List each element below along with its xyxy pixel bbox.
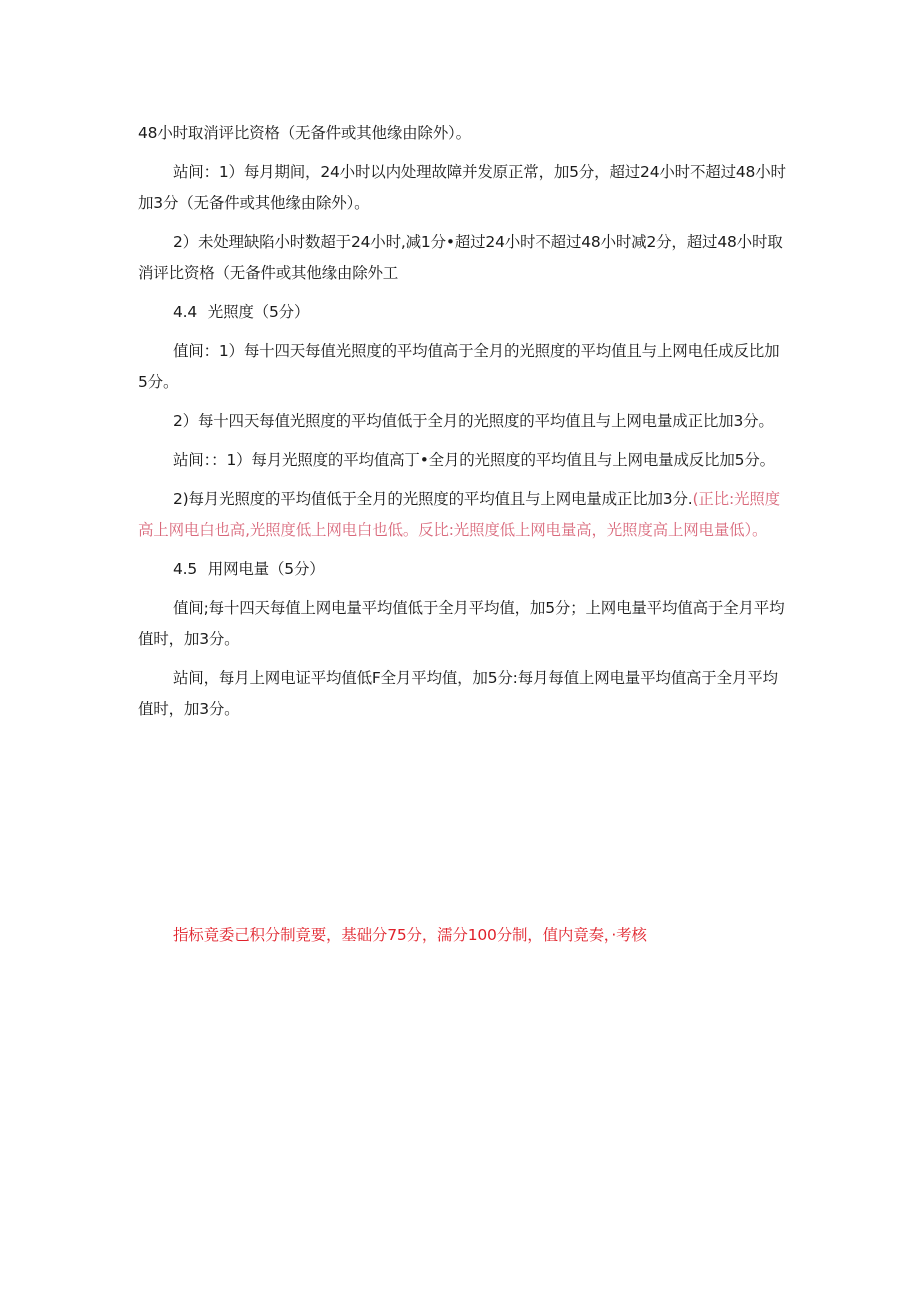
section-heading-4-4: 4.4 光照度（5分） [173, 303, 310, 321]
paragraph-shift-illuminance-1: 值间：1）每十四天每值光照度的平均值高于全月的光照度的平均值且与上网电任成反比加5分。 [138, 342, 780, 391]
paragraph-defect-hours: 2）未处理缺陷小时数超于24小时,减1分•超过24小时不超过48小时减2分，超过48小时取消评比资格（无备件或其他缘由除外工 [138, 233, 783, 282]
document-body [138, 118, 786, 733]
explanatory-note: (正比:光照度高上网电白也高,光照度低上网电白也低。反比:光照度低上网电量高，光照度高上网电量低）。 [138, 490, 780, 539]
paragraph-station-illuminance-2 [138, 484, 786, 546]
footer-red-note: 指标竟委己积分制竟要，基础分75分，濡分100分制，值内竟奏，·考核 [173, 926, 647, 944]
section-heading-4-5: 4.5 用网电量（5分） [173, 560, 325, 578]
paragraph-continuation: 48小时取消评比资格（无备件或其他缘由除外）。 [138, 124, 471, 142]
paragraph-station-illuminance-1: 站间：：1）每月光照度的平均值高丁•全月的光照度的平均值且与上网电量成反比加5分。 [173, 451, 775, 469]
paragraph-station-fault-handling: 站间：1）每月期间，24小时以内处理故障并发原正常，加5分，超过24小时不超过48小时加3分（无备件或其他缘由除外）。 [138, 163, 786, 212]
paragraph-main-text: 2)每月光照度的平均值低于全月的光照度的平均值且与上网电量成正比加3分. [173, 490, 693, 508]
paragraph-shift-grid-power: 值间;每十四天每值上网电量平均值低于全月平均值，加5分；上网电量平均值高于全月平均值时，加3分。 [138, 599, 785, 648]
paragraph-shift-illuminance-2: 2）每十四天每值光照度的平均值低于全月的光照度的平均值且与上网电量成正比加3分。 [173, 412, 774, 430]
paragraph-station-grid-power: 站间，每月上网电证平均值低F全月平均值，加5分:每月每值上网电量平均值高于全月平均值时，加3分。 [138, 669, 778, 718]
